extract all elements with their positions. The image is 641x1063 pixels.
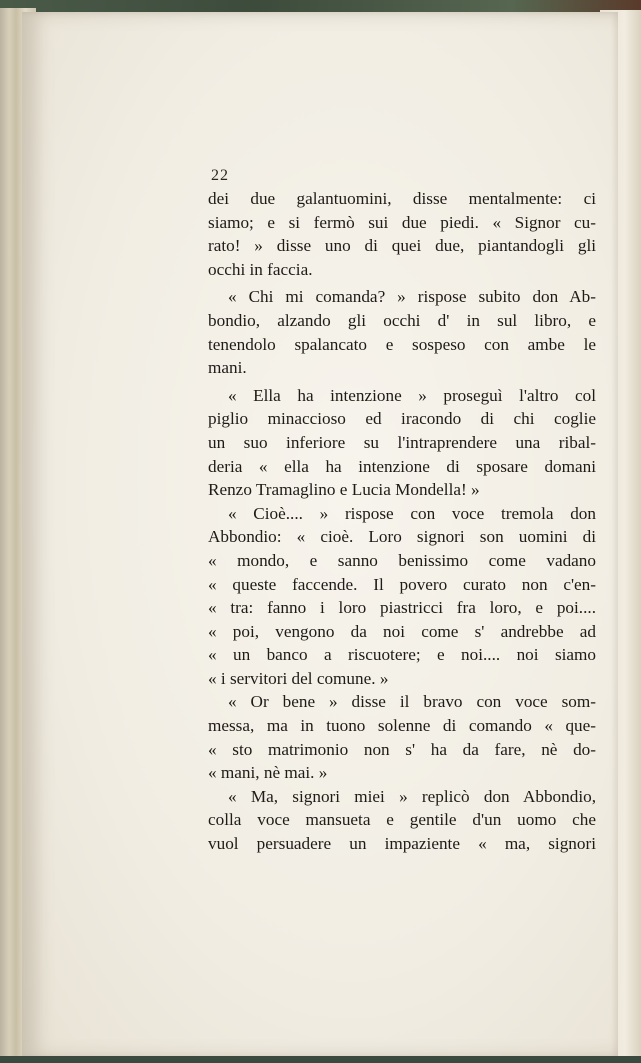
text-line: rato! » disse uno di quei due, piantandogli gli bbox=[208, 236, 596, 256]
text-line: « poi, vengono da noi come s' andrebbe ad bbox=[208, 621, 596, 641]
text-line: deria « ella ha intenzione di sposare domani bbox=[208, 456, 596, 476]
book-cover-edge-bottom bbox=[0, 1056, 641, 1063]
text-line: Renzo Tramaglino e Lucia Mondella! » bbox=[208, 480, 480, 500]
page-text bbox=[208, 187, 596, 856]
text-line: mani. bbox=[208, 358, 247, 378]
text-line: « i servitori del comune. » bbox=[208, 668, 389, 688]
text-line: vuol persuadere un impaziente « ma, signori bbox=[208, 834, 596, 854]
text-line: piglio minaccioso ed iracondo di chi coglie bbox=[208, 409, 596, 429]
text-line: « Chi mi comanda? » rispose subito don Ab- bbox=[228, 287, 596, 307]
text-line: dei due galantuomini, disse mentalmente: ci bbox=[208, 189, 596, 208]
text-line: « un banco a riscuotere; e noi.... noi siamo bbox=[208, 645, 596, 665]
text-line: « Ma, signori miei » replicò don Abbondio, bbox=[228, 786, 596, 806]
text-line: « Or bene » disse il bravo con voce som- bbox=[228, 692, 596, 712]
text-line: « mondo, e sanno benissimo come vadano bbox=[208, 550, 596, 570]
text-line: « sto matrimonio non s' ha da fare, nè do- bbox=[208, 739, 596, 759]
text-line: « queste faccende. Il povero curato non c'en- bbox=[208, 574, 596, 594]
text-line: « tra: fanno i loro piastricci fra loro, e poi.... bbox=[208, 598, 596, 618]
text-line: « Cioè.... » rispose con voce tremola don bbox=[228, 503, 596, 523]
text-line: siamo; e si fermò sui due piedi. « Signor cu- bbox=[208, 212, 596, 232]
text-line: messa, ma in tuono solenne di comando « que- bbox=[208, 716, 596, 736]
text-line: colla voce mansueta e gentile d'un uomo che bbox=[208, 810, 596, 830]
text-line: un suo inferiore su l'intraprendere una ribal- bbox=[208, 432, 596, 452]
text-line: bondio, alzando gli occhi d' in sul libro, e bbox=[208, 310, 596, 330]
page-number: 22 bbox=[211, 167, 229, 184]
text-line: Abbondio: « cioè. Loro signori son uomini di bbox=[208, 527, 596, 547]
text-line: « Ella ha intenzione » proseguì l'altro col bbox=[228, 385, 596, 405]
text-line: « mani, nè mai. » bbox=[208, 763, 328, 783]
text-line: occhi in faccia. bbox=[208, 259, 313, 279]
text-line: tenendolo spalancato e sospeso con ambe le bbox=[208, 334, 596, 354]
